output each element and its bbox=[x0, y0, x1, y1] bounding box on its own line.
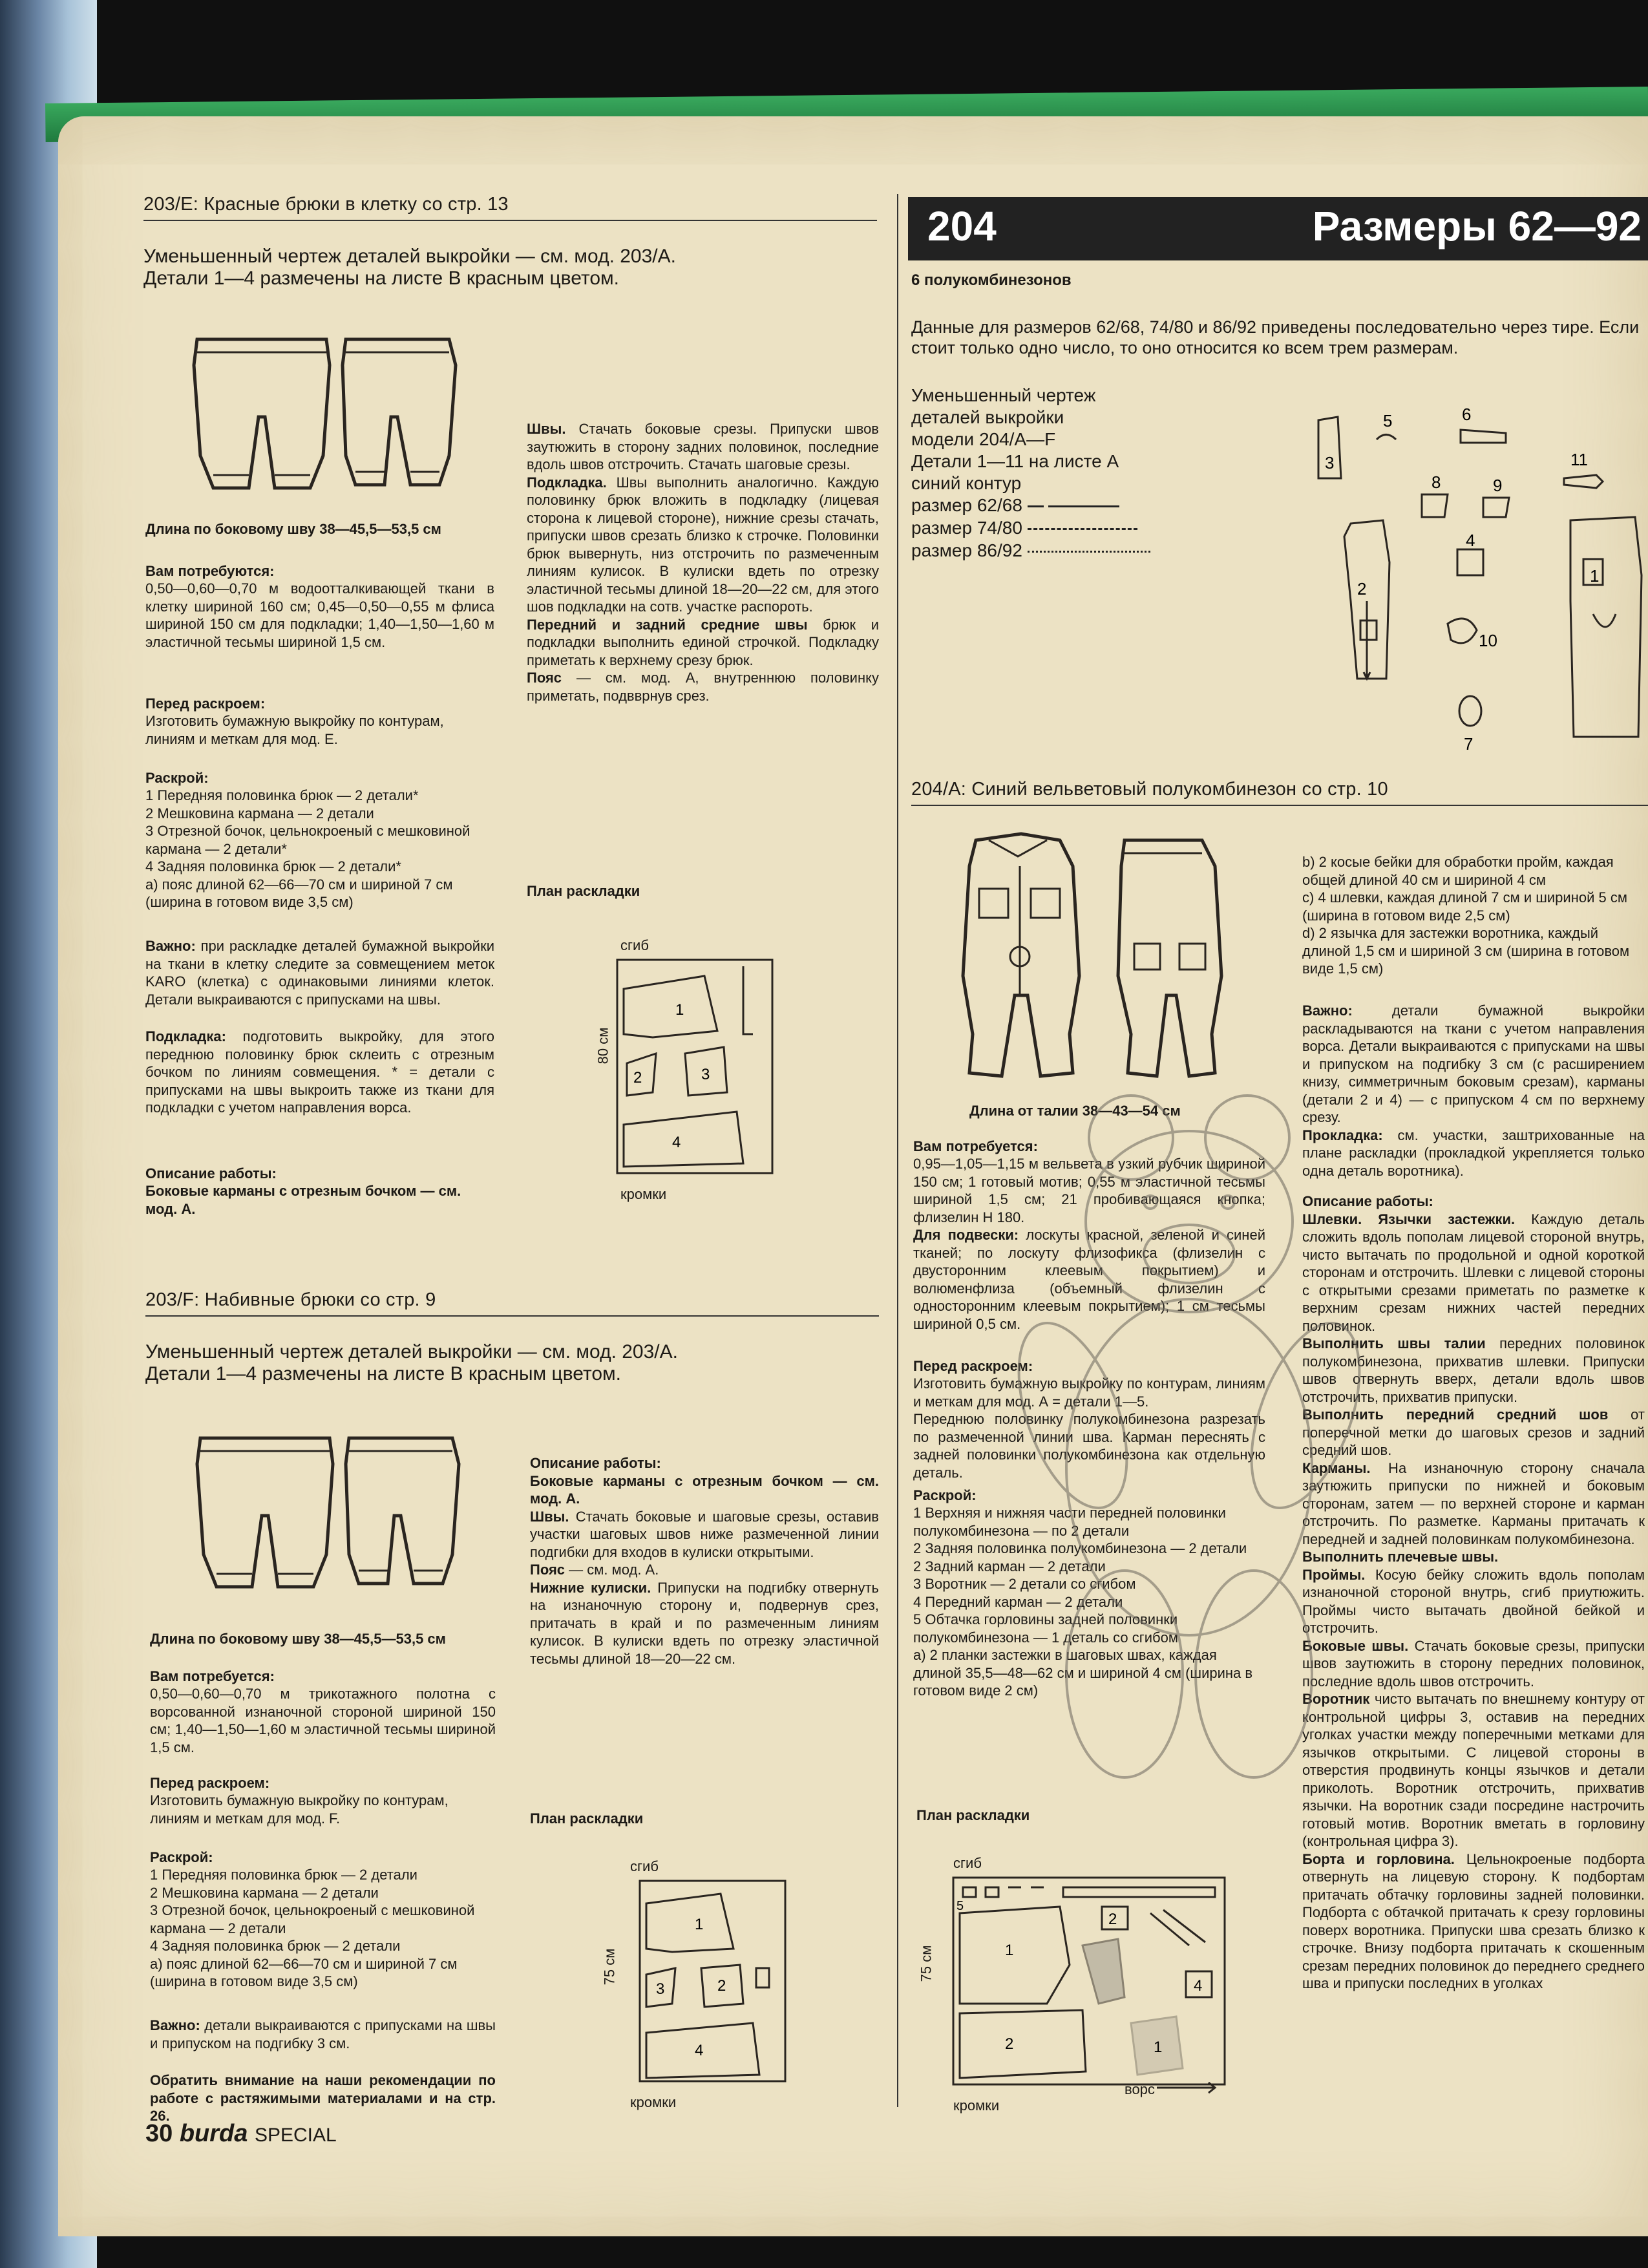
instr-para bbox=[527, 420, 879, 474]
fold-label: сгиб bbox=[953, 1855, 982, 1871]
desc-heading-203e: Описание работы: bbox=[145, 1165, 277, 1182]
svg-text:2: 2 bbox=[1108, 1911, 1117, 1928]
instr-body: чисто вытачать по внешнему контуру от контрольной цифры 3, оставив на передних уголках участки между поперечными метками для язычков открытыми. С лицевой стороны в отверстия продвинуть концы язычков и детали приколоть. Воротник отстрочить, прихватив язычки. На воротник сзади посредине настрочить готовый мотив. Воротник вметать в горловину (контрольная цифра 3). bbox=[1302, 1691, 1645, 1849]
before-heading-203e: Перед раскроем: bbox=[145, 695, 266, 712]
lining-body: подготовить выкройку, для этого переднюю половинку брюк склеить с отрезным бочком по линиям совмещения. * = детали с припусками на швы выкроить также из ткани для подкладки с учетом направления ворса. bbox=[145, 1028, 494, 1116]
plan-label-204a: План раскладки bbox=[916, 1807, 1030, 1823]
size-legend-3 bbox=[911, 540, 1150, 562]
instr-body: см. участки, заштрихованные на плане раскладки (прокладкой укрепляется только одна деталь воротника). bbox=[1302, 1127, 1645, 1179]
instr-head: Воротник bbox=[1302, 1691, 1370, 1707]
trim-body: лоскуты красной, зеленой и синей тканей; по лоскуту флизофикса (флизелин с двусторонним клеевым покрытием) и волюменфлиза (объемный флизелин с односторонним клеевым покрытием); 1 см тесьмы шириной 0,5 см. bbox=[913, 1227, 1265, 1332]
svg-text:1: 1 bbox=[1590, 566, 1600, 586]
cut-heading-204a: Раскрой: bbox=[913, 1487, 977, 1503]
instr-para bbox=[1302, 1335, 1645, 1406]
width-label: 80 см bbox=[595, 1027, 611, 1065]
svg-text:1: 1 bbox=[695, 1916, 704, 1933]
nap-label: ворс bbox=[1125, 2081, 1155, 2097]
cut-text-203f: 1 Передняя половинка брюк — 2 детали 2 Мешковина кармана — 2 детали 3 Отрезной бочок, цельнокроеный с мешковиной кармана — 2 детали 4 Задняя половинка брюк — 2 детали а) пояс длиной 62—66—70 см и шириной 7 см (ширина в готовом виде 3,5 см) bbox=[150, 1867, 475, 1989]
line-sample bbox=[1028, 505, 1044, 507]
overall-illustration bbox=[950, 827, 1247, 1086]
instr-head: Выполнить плечевые швы. bbox=[1302, 1549, 1499, 1565]
trousers-illustration-203e bbox=[184, 326, 494, 494]
svg-text:6: 6 bbox=[1462, 405, 1472, 424]
svg-text:11: 11 bbox=[1570, 450, 1588, 469]
desc-text-203f: Боковые карманы с отрезным бочком — см. мод. А. bbox=[530, 1472, 879, 1507]
important-203e bbox=[145, 937, 494, 1008]
layout-plan-203e bbox=[614, 957, 782, 1176]
pattern-info: Уменьшенный чертеж деталей выкройки модели 204/А—F Детали 1—11 на листе А синий контур bbox=[911, 385, 1119, 493]
section-rule bbox=[145, 1315, 879, 1317]
plan-label-203f: План раскладки bbox=[530, 1810, 644, 1827]
instr-head: Пояс bbox=[527, 670, 562, 686]
svg-text:4: 4 bbox=[672, 1134, 681, 1151]
instr-para bbox=[1302, 1211, 1645, 1335]
instr-head: Борта и горловина. bbox=[1302, 1850, 1455, 1867]
banner-number: 204 bbox=[927, 203, 997, 249]
before-text-203e: Изготовить бумажную выкройку по контурам, линиям и меткам для мод. Е. bbox=[145, 713, 444, 747]
instr-para bbox=[527, 474, 879, 616]
selvage-label: кромки bbox=[630, 2094, 677, 2110]
instr-para bbox=[530, 1508, 879, 1562]
instr-body: Стачать боковые срезы. Припуски швов заутюжить в сторону задних половинок, последние вдоль швов отстрочить. Стачать шаговые срезы. bbox=[527, 421, 879, 472]
before-text-203f: Изготовить бумажную выкройку по контурам, линиям и меткам для мод. F. bbox=[150, 1792, 449, 1827]
layout-plan-204a bbox=[950, 1874, 1247, 2101]
instr-head: Швы. bbox=[530, 1508, 569, 1525]
lining-203e bbox=[145, 1028, 494, 1117]
section-rule bbox=[911, 805, 1648, 806]
sizes-intro: Данные для размеров 62/68, 74/80 и 86/92 приведены последовательно через тире. Если стоит только одно число, то оно относится ко всем трем размерам. bbox=[911, 317, 1640, 357]
instr-body: Каждую деталь сложить вдоль пополам лицевой стороной внутрь, чисто вытачать по продольной и одной короткой сторонам и отстрочить. Шлевки с лицевой стороны с открытыми срезами приметать по разметке к верхним срезам нижних частей передних половинок. bbox=[1302, 1211, 1645, 1334]
svg-text:5: 5 bbox=[956, 1899, 964, 1913]
instr-para bbox=[530, 1561, 879, 1579]
svg-text:3: 3 bbox=[1325, 453, 1335, 472]
instr-head: Боковые швы. bbox=[1302, 1637, 1409, 1654]
instr-para bbox=[1302, 1690, 1645, 1850]
section-title-203f: 203/F: Набивные брюки со стр. 9 bbox=[145, 1289, 436, 1310]
length-203f: Длина по боковому шву 38—45,5—53,5 см bbox=[150, 1631, 446, 1647]
col3-instructions bbox=[1302, 1002, 1645, 1993]
instr-head: Прокладка: bbox=[1302, 1127, 1383, 1143]
brand-logo: burda bbox=[179, 2120, 248, 2147]
instr-body: Косую бейку сложить вдоль пополам изнаночной стороной внутрь, сгиб приутюжить. Проймы чисто вытачать двойной бейкой и отстрочить. bbox=[1302, 1566, 1645, 1636]
need-text-203f: 0,50—0,60—0,70 м трикотажного полотна с ворсованной изнаночной стороной шириной 150 см; 1,40—1,50—1,60 м эластичной тесьмы шириной 1,5 см. bbox=[150, 1686, 496, 1755]
size-86-label: размер 86/92 bbox=[911, 540, 1022, 560]
instr-para bbox=[1302, 1637, 1645, 1691]
instr-para bbox=[1302, 1850, 1645, 1993]
need-text-204a: 0,95—1,05—1,15 м вельвета в узкий рубчик шириной 150 см; 1 готовый мотив; 0,55 м эластичной тесьмы шириной 1,5 см; 21 пробивающаяся кнопка; флизелин Н 180. bbox=[913, 1156, 1265, 1225]
svg-text:2: 2 bbox=[717, 1977, 726, 1995]
instr-para bbox=[1302, 1459, 1645, 1549]
instr-para bbox=[1302, 1548, 1645, 1566]
selvage-label: кромки bbox=[953, 2097, 1000, 2114]
svg-text:4: 4 bbox=[1194, 1977, 1203, 1995]
instr-head: Проймы. bbox=[1302, 1566, 1366, 1583]
svg-text:1: 1 bbox=[675, 1001, 684, 1019]
intro-203e: Уменьшенный чертеж деталей выкройки — см. мод. 203/А. Детали 1—4 размечены на листе В красным цветом. bbox=[143, 246, 676, 289]
instr-body: На изнаночную сторону сначала заутюжить припуски по нижней и боковым сторонам, затем — по верхней стороне и карман отстрочить. По разметке. Карманы притачать к передней и задней половинкам полукомбинезона. bbox=[1302, 1459, 1645, 1547]
instr-body: от поперечной метки до шаговых срезов и задний средний шов. bbox=[1302, 1406, 1645, 1458]
svg-text:2: 2 bbox=[1005, 2035, 1014, 2053]
before-heading-203f: Перед раскроем: bbox=[150, 1775, 270, 1791]
instr-head: Пояс bbox=[530, 1562, 565, 1578]
width-label: 75 см bbox=[918, 1945, 935, 1982]
bear-watermark bbox=[1034, 1066, 1344, 1842]
svg-text:7: 7 bbox=[1464, 734, 1474, 754]
instr-body: передних половинок полукомбинезона, прихватив шлевки. Припуски швов отвернуть вверх, детали вдоль швов отстрочить, прихватив припуски. bbox=[1302, 1335, 1645, 1405]
instr-body: Стачать боковые и шаговые срезы, оставив участки шаговых швов ниже размеченной линии подгибки для входов в кулиски открытыми. bbox=[530, 1508, 879, 1560]
instructions-203e bbox=[527, 420, 879, 705]
svg-text:2: 2 bbox=[633, 1069, 642, 1086]
lining-label: Подкладка: bbox=[145, 1028, 226, 1044]
desc-text-203e: Боковые карманы с отрезным бочком — см. мод. А. bbox=[145, 1183, 461, 1217]
svg-text:8: 8 bbox=[1431, 472, 1441, 492]
svg-text:3: 3 bbox=[701, 1066, 710, 1083]
line-sample bbox=[1048, 505, 1119, 507]
selvage-label: кромки bbox=[620, 1186, 667, 1202]
instr-head: Шлевки. Язычки застежки. bbox=[1302, 1211, 1516, 1227]
model-count: 6 полукомбинезонов bbox=[911, 271, 1072, 289]
banner-sizes: Размеры 62—92 bbox=[1312, 203, 1642, 249]
need-heading-203f: Вам потребуется: bbox=[150, 1668, 275, 1684]
important-203f bbox=[150, 2017, 496, 2052]
instr-head: Швы. bbox=[527, 421, 566, 437]
instr-body: Стачать боковые срезы, припуски швов заутюжить в сторону передних половинок, последние вдоль швов отстрочить. bbox=[1302, 1637, 1645, 1690]
size-legend-1 bbox=[911, 494, 1119, 516]
model-banner bbox=[908, 197, 1648, 260]
svg-text:3: 3 bbox=[656, 1980, 665, 1998]
instr-head: Передний и задний средние швы bbox=[527, 616, 808, 633]
need-heading-203e: Вам потребуются: bbox=[145, 563, 275, 579]
pattern-pieces-drawing bbox=[1312, 407, 1648, 756]
instr-body: — см. мод. А. bbox=[565, 1562, 659, 1578]
col3-extras: b) 2 косые бейки для обработки пройм, каждая общей длиной 40 см и шириной 4 см с) 4 шлевки, каждая длиной 7 см и шириной 5 см (ширина в готовом виде 2,5 см) d) 2 язычка для застежки воротника, каждый длиной 1,5 см и шириной 3 см (ширина в готовом виде 1,5 см) bbox=[1302, 854, 1630, 977]
instr-body: детали бумажной выкройки раскладываются на ткани с учетом направления ворса. Детали выкраиваются с припусками на швы и припуском на подгибку 3 см (с расширением книзу, симметричным боковым срезам), карманы (детали 2 и 4) — с припуском 4 см по верхнему срезу. bbox=[1302, 1002, 1645, 1125]
svg-text:1: 1 bbox=[1154, 2039, 1163, 2056]
instr-para bbox=[527, 616, 879, 670]
need-text-203e: 0,50—0,60—0,70 м водоотталкивающей ткани в клетку шириной 160 см; 0,45—0,50—0,55 м флиса шириной 150 см для подкладки; 1,40—1,50—1,60 м эластичной тесьмы шириной 1,5 см. bbox=[145, 580, 494, 650]
size-62-label: размер 62/68 bbox=[911, 495, 1022, 515]
instructions-203f bbox=[530, 1454, 879, 1668]
special-label: SPECIAL bbox=[254, 2125, 337, 2146]
important-label: Важно: bbox=[150, 2017, 200, 2033]
line-sample bbox=[1028, 551, 1150, 553]
cut-heading-203f: Раскрой: bbox=[150, 1849, 213, 1865]
section-title-203e: 203/E: Красные брюки в клетку со стр. 13 bbox=[143, 194, 509, 215]
instr-head: Подкладка. bbox=[527, 474, 607, 491]
instr-head: Карманы. bbox=[1302, 1459, 1371, 1476]
instr-head: Важно: bbox=[1302, 1002, 1353, 1019]
length-203e: Длина по боковому шву 38—45,5—53,5 см bbox=[145, 521, 441, 537]
svg-text:10: 10 bbox=[1479, 631, 1497, 650]
size-74-label: размер 74/80 bbox=[911, 518, 1022, 538]
before-heading-204a: Перед раскроем: bbox=[913, 1358, 1033, 1374]
instr-body: брюк и подкладки выполнить единой строчкой. Подкладку приметать к верхнему срезу брюк. bbox=[527, 616, 879, 668]
svg-text:1: 1 bbox=[1005, 1942, 1014, 1959]
cut-text-204a: 1 Верхняя и нижняя части передней половинки полукомбинезона — по 2 детали 2 Задняя половинка полукомбинезона — 2 детали 2 Задний карман — 2 детали 3 Воротник — 2 детали со сгибом 4 Передний карман — 2 детали 5 Обтачка горловины задней половинки полукомбинезона — 1 деталь со сгибом а) 2 планки застежки в шаговых швах, каждая длиной 35,5—48—62 см и шириной 4 см (ширина в готовом виде 2 см) bbox=[913, 1505, 1253, 1699]
width-label: 75 см bbox=[601, 1948, 618, 1986]
cut-text-203e: 1 Передняя половинка брюк — 2 детали* 2 Мешковина кармана — 2 детали 3 Отрезной бочок, цельнокроеный с мешковиной кармана — 2 детали* 4 Задняя половинка брюк — 2 детали* а) пояс длиной 62—66—70 см и шириной 7 см (ширина в готовом виде 3,5 см) bbox=[145, 787, 470, 910]
instr-para bbox=[1302, 1002, 1645, 1127]
instr-head: Нижние кулиски. bbox=[530, 1579, 651, 1596]
important-body: детали выкраиваются с припусками на швы и припуском на подгибку 3 см. bbox=[150, 2017, 496, 2051]
svg-text:9: 9 bbox=[1493, 476, 1503, 495]
section-rule bbox=[143, 220, 877, 221]
svg-text:4: 4 bbox=[695, 2042, 704, 2059]
instr-body: Припуски на подгибку отвернуть на изнаночную сторону и, подвернув срез, притачать в край и по размеченным линиям кулисок. В кулиски вдеть по отрезку эластичной тесьмы длиной 18—20—22 см. bbox=[530, 1579, 879, 1667]
important-label: Важно: bbox=[145, 938, 196, 954]
instr-body: Цельнокроеные подборта отвернуть на лицевую сторону. К подбортам притачать обтачку горловины задней половинки. Подборта с обтачкой притачать к срезу горловины поверх воротника. Припуски шва срезать близко к строчке. Внизу подборта притачать к скошенным срезам передних половинок до переднего среднего шва и припуски последних в уголках bbox=[1302, 1850, 1645, 1991]
size-legend-2 bbox=[911, 517, 1137, 539]
trim-label: Для подвески: bbox=[913, 1227, 1019, 1243]
length-204a: Длина от талии 38—43—54 см bbox=[969, 1103, 1181, 1119]
page-footer bbox=[145, 2120, 337, 2148]
instr-para bbox=[527, 669, 879, 705]
desc-heading-203f: Описание работы: bbox=[530, 1455, 661, 1471]
trousers-illustration-203f bbox=[187, 1425, 498, 1593]
note-203f: Обратить внимание на наши рекомендации по работе с растяжимыми материалами и на стр. 26. bbox=[150, 2072, 496, 2124]
svg-text:2: 2 bbox=[1357, 579, 1367, 599]
instr-para bbox=[1302, 1192, 1645, 1211]
instr-body: Швы выполнить аналогично. Каждую половинку брюк вложить в подкладку (лицевая сторона к лицевой стороне), нижние срезы стачать, припуски швов срезать близко к строчке. Половинки брюк вывернуть, низ отстрочить по размеченным линиям кулисок. В кулиски вдеть по отрезку эластичной тесьмы длиной 18—20—22 см, для этого шов подкладки на сотв. участке распороть. bbox=[527, 474, 879, 615]
instr-head: Описание работы: bbox=[1302, 1193, 1433, 1209]
column-divider bbox=[897, 194, 898, 2107]
instr-para bbox=[1302, 1127, 1645, 1180]
fold-label: сгиб bbox=[630, 1858, 659, 1874]
intro-203f: Уменьшенный чертеж деталей выкройки — см. мод. 203/А. Детали 1—4 размечены на листе В красным цветом. bbox=[145, 1341, 678, 1384]
instr-body: — см. мод. А, внутреннюю половинку приметать, подвврнув срез. bbox=[527, 670, 879, 704]
important-body: при раскладке деталей бумажной выкройки на ткани в клетку следите за совмещением меток KARO (клетка) с одинаковыми линиями клеток. Детали выкраиваются с припусками на швы. bbox=[145, 938, 494, 1008]
svg-text:4: 4 bbox=[1466, 531, 1475, 550]
instr-head: Выполнить швы талии bbox=[1302, 1335, 1486, 1351]
layout-plan-203f bbox=[637, 1878, 792, 2084]
instr-head: Выполнить передний средний шов bbox=[1302, 1406, 1609, 1423]
before-text-204a: Изготовить бумажную выкройку по контурам, линиям и меткам для мод. А = детали 1—5. Переднюю половинку полукомбинезона разрезать по размеченной линии шва. Карман переснять с задней половинки полукомбинезона как отдельную деталь. bbox=[913, 1375, 1265, 1481]
need-heading-204a: Вам потребуется: bbox=[913, 1138, 1038, 1154]
page-number: 30 bbox=[145, 2120, 173, 2147]
section-title-204a: 204/А: Синий вельветовый полукомбинезон со стр. 10 bbox=[911, 779, 1388, 800]
svg-text:5: 5 bbox=[1383, 411, 1393, 430]
cut-heading-203e: Раскрой: bbox=[145, 770, 209, 786]
plan-label-203e: План раскладки bbox=[527, 883, 640, 899]
instr-para bbox=[530, 1579, 879, 1668]
line-sample bbox=[1028, 528, 1137, 530]
instr-para bbox=[1302, 1566, 1645, 1637]
fold-label: сгиб bbox=[620, 937, 649, 953]
